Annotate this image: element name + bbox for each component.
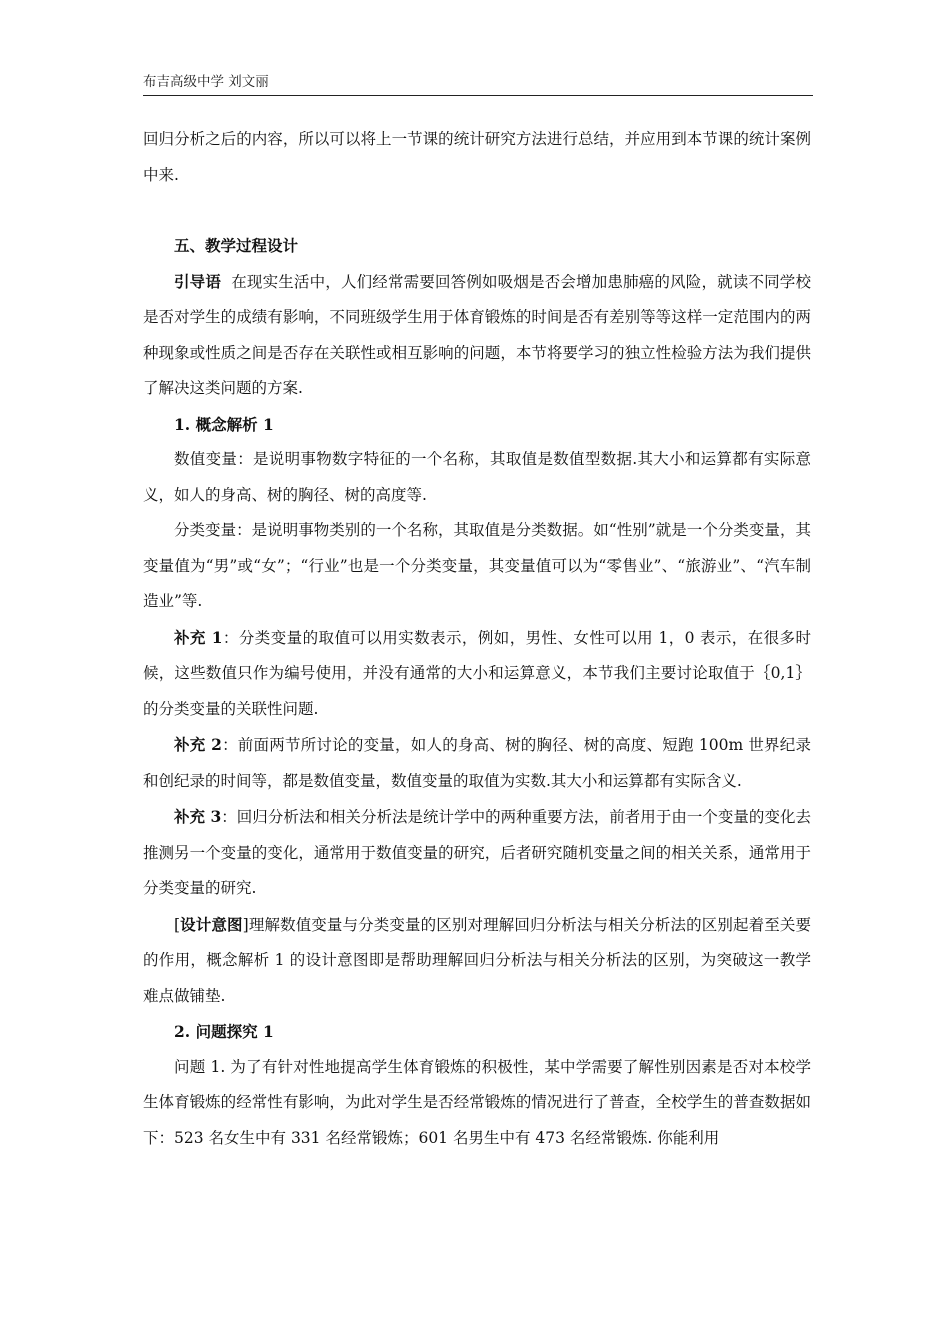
- paragraph-gap: [143, 193, 811, 228]
- supplement-3: [143, 799, 811, 907]
- lead-label: 引导语: [174, 271, 222, 291]
- supplement-2-text: ：前面两节所讨论的变量，如人的身高、树的胸径、树的高度、短跑 100m 世界纪录和创纪录的时间等，都是数值变量，数值变量的取值为实数.其大小和运算都有实际含义.: [143, 736, 812, 790]
- design-intent-text: 理解数值变量与分类变量的区别对理解回归分析法与相关分析法的区别起着至关要的作用，概念解析 1 的设计意图即是帮助理解回归分析法与相关分析法的区别，为突破这一教学难点做铺垫.: [143, 915, 811, 1005]
- categorical-variable-paragraph: 分类变量：是说明事物类别的一个名称，其取值是分类数据。如“性别”就是一个分类变量，其变量值为“男”或“女”；“行业”也是一个分类变量，其变量值可以为“零售业”、“旅游业”、“汽车制造业”等.: [143, 521, 811, 610]
- supplement-3-text: ：回归分析法和相关分析法是统计学中的两种重要方法，前者用于由一个变量的变化去推测另一个变量的变化，通常用于数值变量的研究，后者研究随机变量之间的相关关系，通常用于分类变量的研究.: [143, 808, 811, 897]
- supplement-1-label: 补充 1: [174, 627, 223, 647]
- intro-continuation: 回归分析之后的内容，所以可以将上一节课的统计研究方法进行总结，并应用到本节课的统计案例中来.: [143, 130, 811, 184]
- section-title: 五、教学过程设计: [174, 236, 299, 255]
- lead-paragraph: [143, 264, 811, 407]
- supplement-2-label: 补充 2: [174, 735, 222, 754]
- numeric-variable-paragraph: 数值变量：是说明事物数字特征的一个名称，其取值是数值型数据.其大小和运算都有实际意义，如人的身高、树的胸径、树的高度等.: [143, 450, 811, 504]
- document-body: [143, 122, 811, 1156]
- page-header: [143, 70, 813, 96]
- lead-text: 在现实生活中，人们经常需要回答例如吸烟是否会增加患肺癌的风险，就读不同学校是否对学生的成绩有影响，不同班级学生用于体育锻炼的时间是否有差别等等这样一定范围内的两种现象或性质之间是否存在关联性或相互影响的问题，本节将要学习的独立性检验方法为我们提供了解决这类问题的方案.: [143, 272, 811, 397]
- supplement-2: [143, 727, 811, 799]
- design-intent: [设计意图]理解数值变量与分类变量的区别对理解回归分析法与相关分析法的区别起着至关要的作用，概念解析 1 的设计意图即是帮助理解回归分析法与相关分析法的区别，为突破这一教学难点做铺垫.: [143, 914, 811, 1005]
- header-text: 布吉高级中学 刘文丽: [143, 74, 269, 90]
- problem-1: 问题 1. 为了有针对性地提高学生体育锻炼的积极性，某中学需要了解性别因素是否对本校学生体育锻炼的经常性有影响，为此对学生是否经常锻炼的情况进行了普查，全校学生的普查数据如下：523 名女生中有 331 名经常锻炼；601 名男生中有 473 名经常锻炼. 你能利用: [143, 1057, 811, 1147]
- design-intent-label: 设计意图: [180, 914, 243, 934]
- supplement-3-label: 补充 3: [174, 807, 222, 826]
- supplement-1: [143, 620, 811, 728]
- inquiry-title: 2. 问题探究 1: [174, 1022, 274, 1041]
- concept-title: 1. 概念解析 1: [174, 414, 274, 434]
- supplement-1-text: ：分类变量的取值可以用实数表示，例如，男性、女性可以用 1，0 表示，在很多时候，这些数值只作为编号使用，并没有通常的大小和运算意义，本节我们主要讨论取值于｛0,1｝的分类变量的关联性问题.: [143, 628, 811, 718]
